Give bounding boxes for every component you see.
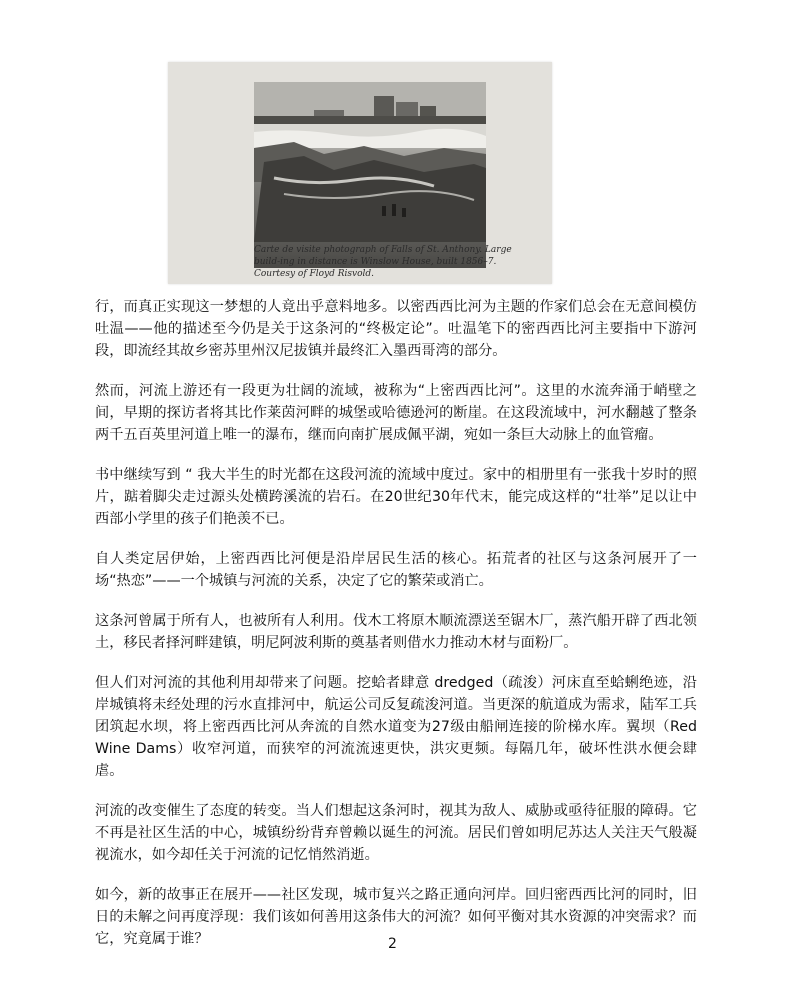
photo-caption: Carte de visite photograph of Falls of St. Anthony. Large build-ing in distance is Winslow House, built 1856–7. Courtesy of Floyd Risvold. [254, 245, 512, 279]
paragraph: 河流的改变催生了态度的转变。当人们想起这条河时，视其为敌人、威胁或亟待征服的障碍。它不再是社区生活的中心，城镇纷纷背弃曾赖以诞生的河流。居民们曾如明尼苏达人关注天气般凝视流水，如今却任关于河流的记忆悄然消逝。 [95, 803, 697, 863]
paragraph: 然而，河流上游还有一段更为壮阔的流域，被称为“上密西西比河”。这里的水流奔涌于峭壁之间，早期的探访者将其比作莱茵河畔的城堡或哈德逊河的断崖。在这段流域中，河水翻越了整条两千五百英里河道上唯一的瀑布，继而向南扩展成佩平湖，宛如一条巨大动脉上的血管瘤。 [95, 383, 697, 443]
paragraph: 这条河曾属于所有人，也被所有人利用。伐木工将原木顺流漂送至锯木厂，蒸汽船开辟了西北领土，移民者择河畔建镇，明尼阿波利斯的奠基者则借水力推动木材与面粉厂。 [95, 613, 697, 651]
paragraph: 如今，新的故事正在展开——社区发现，城市复兴之路正通向河岸。回归密西西比河的同时，旧日的未解之问再度浮现：我们该如何善用这条伟大的河流？如何平衡对其水资源的冲突需求？而它，究竟属于谁？ [95, 887, 697, 947]
book-photo-plate [168, 62, 552, 284]
paragraph: 书中继续写到 “ 我大半生的时光都在这段河流的流域中度过。家中的相册里有一张我十岁时的照片，踮着脚尖走过源头处横跨溪流的岩石。在20世纪30年代末，能完成这样的“壮举”足以让中西部小学里的孩子们艳羡不已。 [95, 467, 697, 527]
article-body [95, 296, 697, 968]
paragraph: 但人们对河流的其他利用却带来了问题。挖蛤者肆意 dredged（疏浚）河床直至蛤蜊绝迹，沿岸城镇将未经处理的污水直排河中，航运公司反复疏浚河道。当更深的航道成为需求，陆军工兵团筑起水坝，将上密西西比河从奔流的自然水道变为27级由船闸连接的阶梯水库。翼坝（Red Wine Dams）收窄河道，而狭窄的河流流速更快，洪灾更频。每隔几年，破坏性洪水便会肆虐。 [95, 675, 697, 779]
page-number: 2 [388, 936, 397, 952]
paragraph: 自人类定居伊始，上密西西比河便是沿岸居民生活的核心。拓荒者的社区与这条河展开了一场“热恋”——一个城镇与河流的关系，决定了它的繁荣或消亡。 [95, 551, 697, 589]
paragraph: 行，而真正实现这一梦想的人竟出乎意料地多。以密西西比河为主题的作家们总会在无意间模仿吐温——他的描述至今仍是关于这条河的“终极定论”。吐温笔下的密西西比河主要指中下游河段，即流经其故乡密苏里州汉尼拔镇并最终汇入墨西哥湾的部分。 [95, 299, 697, 359]
falls-photograph [254, 82, 486, 268]
falls-photo-illustration [254, 82, 486, 242]
